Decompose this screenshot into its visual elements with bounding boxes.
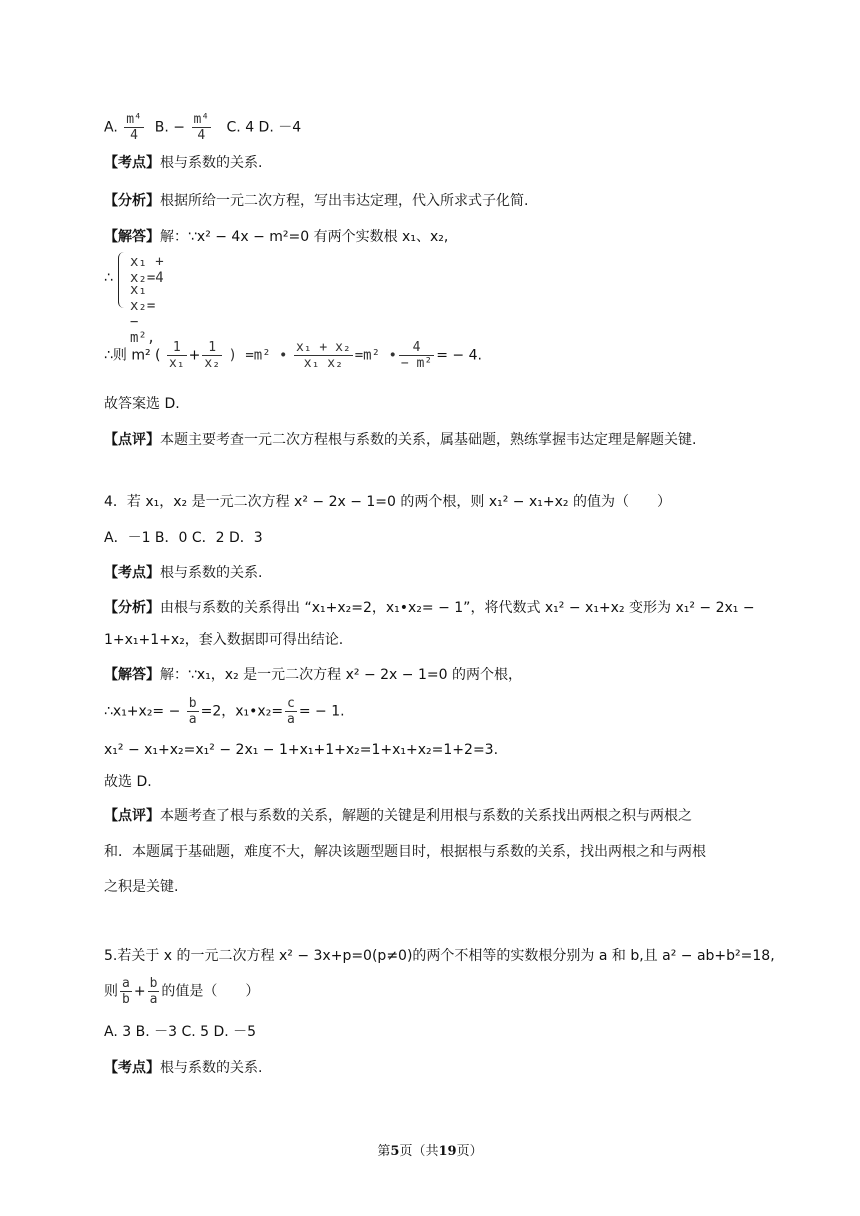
- q4-fenxi-cont: 1+x₁+1+x₂，套入数据即可得出结论.: [104, 632, 344, 648]
- q4-options: A．－1 B．0 C．2 D．3: [104, 530, 263, 546]
- document-page: A. $\frac{\text{m⁴}}{4}$ B. − $\frac{\text{m⁴}}{4}$ C. 4 D. －4 【考点】根与系数的关系. 【分析】根据所给一元二次方程，写出韦达定理，代入所求式子化简. 【解答】解：∵x² − 4x − m²=0 有两个实数根 x₁、x₂, ∴ x₁ + x₂=4 x₁ x₂= − m², ∴则 m² ( $\frac{1}{\text{x₁}}$ + $\frac{1}{\text{x₂}}$ ) =m² • $\frac{\text{x₁ + x₂}}{\text{x₁ x₂}}$ =m² • $\frac{4}{\text{− m²}}$ = − 4. 故答案选 D. 【点评】本题主要考查一元二次方程根与系数的关系，属基础题，熟练掌握韦达定理是解题关键. 4．若 x₁，x₂ 是一元二次方程 x² − 2x − 1=0 的两个根，则 x₁² − x₁+x₂ 的值为（ ） A．－1 B．0 C．2 D．3 【考点】根与系数的关系. 【分析】由根与系数的关系得出 “x₁+x₂=2，x₁•x₂= − 1”，将代数式 x₁² − x₁+x₂ 变形为 x₁² − 2x₁ − 1+x₁+1+x₂，套入数据即可得出结论. 【解答】解：∵x₁，x₂ 是一元二次方程 x² − 2x − 1=0 的两个根， ∴x₁+x₂= − $\frac{b}{a}$ =2，x₁•x₂= $\frac{c}{a}$ = − 1. x₁² − x₁+x₂=x₁² − 2x₁ − 1+x₁+1+x₂=1+x₁+x₂=1+2=3. 故选 D. 【点评】本题考查了根与系数的关系，解题的关键是利用根与系数的关系找出两根之积与两根之 和．本题属于基础题，难度不大，解决该题型题目时，根据根与系数的关系，找出两根之和与两根 之积是关键. 5.若关于 x 的一元二次方程 x² − 3x+p=0(p≠0)的两个不相等的实数根分别为 a 和 b,且 a² − ab+b²=18, 则 $\frac{a}{b}$ + $\frac{b}{a}$ 的值是（ ） A. 3 B. －3 C. 5 D. －5 【考点】根与系数的关系. 第5页（共19页）: [0, 0, 860, 1216]
- fraction-b: $\frac{\text{m⁴}}{4}$: [193, 112, 210, 143]
- fraction-a: $\frac{\text{m⁴}}{4}$: [126, 112, 142, 143]
- q3-answer: 故答案选 D.: [104, 396, 180, 412]
- q3-options: A. $\frac{\text{m⁴}}{4}$ B. − $\frac{\text{m⁴}}{4}$ C. 4 D. －4: [104, 112, 302, 143]
- q4-question: 4．若 x₁，x₂ 是一元二次方程 x² − 2x − 1=0 的两个根，则 x₁² − x₁+x₂ 的值为（ ）: [104, 494, 671, 510]
- q4-dianping-2: 和．本题属于基础题，难度不大，解决该题型题目时，根据根与系数的关系，找出两根之和与两根: [104, 844, 706, 860]
- q3-jieda: 【解答】解：∵x² − 4x − m²=0 有两个实数根 x₁、x₂,: [104, 229, 449, 245]
- q3-fenxi: 【分析】根据所给一元二次方程，写出韦达定理，代入所求式子化简.: [104, 193, 529, 209]
- q5-kaodian: 【考点】根与系数的关系.: [104, 1060, 263, 1076]
- q4-fenxi: 【分析】由根与系数的关系得出 “x₁+x₂=2，x₁•x₂= − 1”，将代数式 x₁² − x₁+x₂ 变形为 x₁² − 2x₁ −: [104, 600, 755, 616]
- q5-question: 5.若关于 x 的一元二次方程 x² − 3x+p=0(p≠0)的两个不相等的实数根分别为 a 和 b,且 a² − ab+b²=18,: [104, 948, 775, 964]
- total-page-count: 19: [438, 1144, 457, 1159]
- q4-step-a: ∴x₁+x₂= − $\frac{b}{a}$ =2，x₁•x₂= $\frac{c}{a}$ = − 1.: [104, 696, 345, 727]
- q3-calculation: ∴则 m² ( $\frac{1}{\text{x₁}}$ + $\frac{1}{\text{x₂}}$ ) =m² • $\frac{\text{x₁ + x₂}}{\text{x₁ x₂}}$ =m² • $\frac{4}{\text{− m²}}$ = − 4.: [104, 340, 482, 371]
- q5-question-2: 则 $\frac{a}{b}$ + $\frac{b}{a}$ 的值是（ ）: [104, 976, 260, 1007]
- q3-kaodian: 【考点】根与系数的关系.: [104, 155, 263, 171]
- page-footer: 第5页（共19页）: [377, 1144, 483, 1159]
- current-page-number: 5: [390, 1144, 400, 1159]
- q4-dianping: 【点评】本题考查了根与系数的关系，解题的关键是利用根与系数的关系找出两根之积与两根之: [104, 808, 692, 824]
- q4-step-b: x₁² − x₁+x₂=x₁² − 2x₁ − 1+x₁+1+x₂=1+x₁+x₂=1+2=3.: [104, 742, 499, 758]
- q5-options: A. 3 B. －3 C. 5 D. －5: [104, 1024, 257, 1040]
- q3-dianping: 【点评】本题主要考查一元二次方程根与系数的关系，属基础题，熟练掌握韦达定理是解题关键.: [104, 432, 697, 448]
- q4-kaodian: 【考点】根与系数的关系.: [104, 565, 263, 581]
- q4-jieda: 【解答】解：∵x₁，x₂ 是一元二次方程 x² − 2x − 1=0 的两个根，: [104, 667, 522, 683]
- q4-dianping-3: 之积是关键.: [104, 879, 179, 895]
- q4-answer: 故选 D.: [104, 774, 152, 790]
